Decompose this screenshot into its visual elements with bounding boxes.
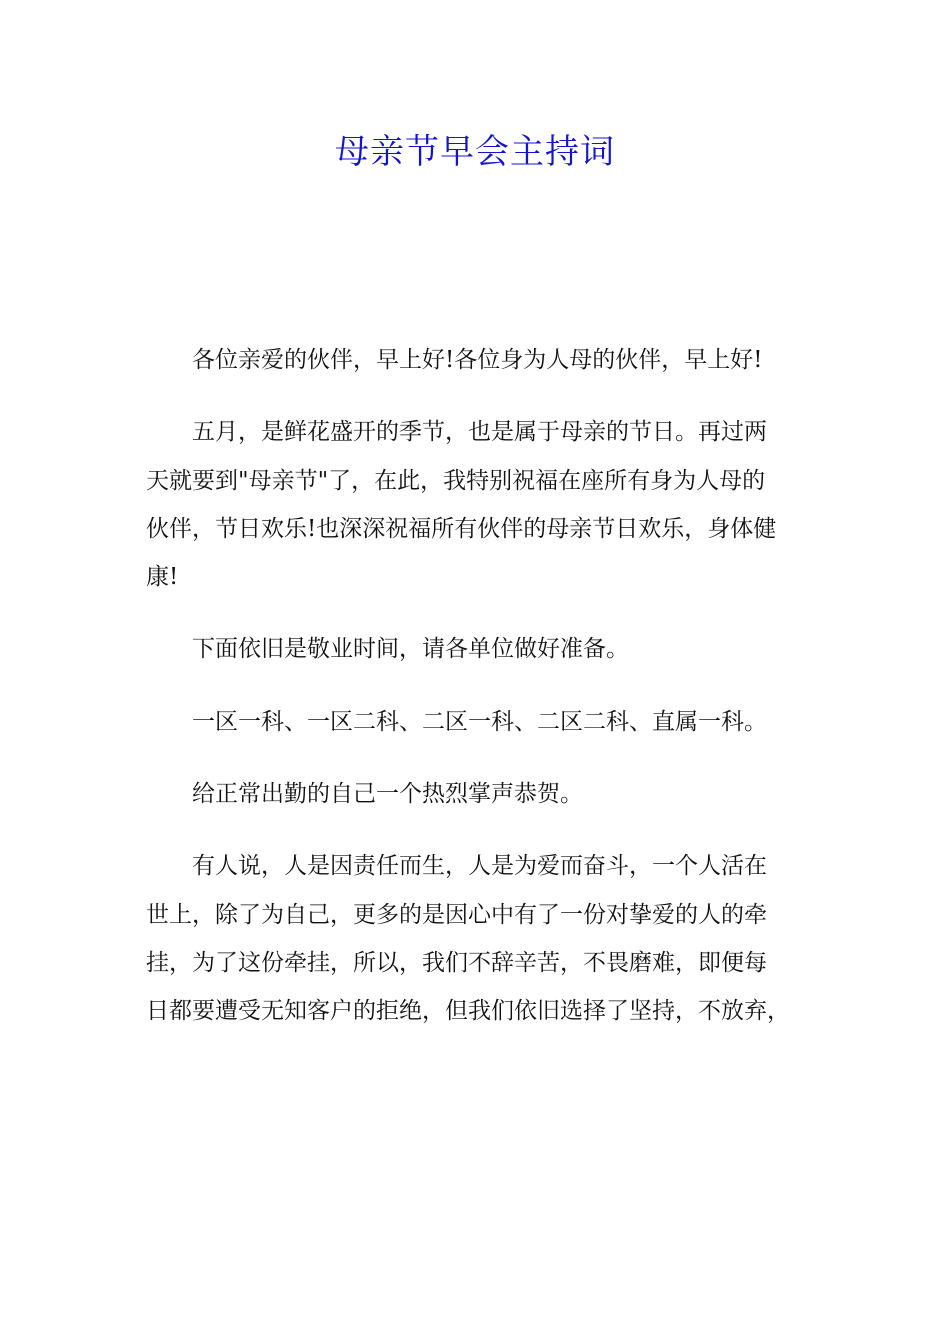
paragraph-line: 一区一科、一区二科、二区一科、二区二科、直属一科。 [192, 708, 767, 735]
paragraph-line: 各位亲爱的伙伴，早上好!各位身为人母的伙伴，早上好! [192, 347, 763, 373]
paragraph-line: 伙伴，节日欢乐!也深深祝福所有伙伴的母亲节日欢乐，身体健 [146, 515, 777, 542]
paragraph-line: 世上，除了为自己，更多的是因心中有了一份对挚爱的人的牵 [146, 901, 767, 928]
document-body [146, 336, 812, 1060]
paragraph-applause [146, 770, 812, 818]
paragraph-may [146, 408, 812, 601]
paragraph-line: 给正常出勤的自己一个热烈掌声恭贺。 [192, 781, 583, 808]
document-title: 母亲节早会主持词 [335, 132, 615, 172]
paragraph-greeting [146, 336, 812, 384]
paragraph-dedication [146, 625, 812, 673]
paragraph-line: 日都要遭受无知客户的拒绝，但我们依旧选择了坚持，不放弃， [146, 998, 790, 1025]
paragraph-line: 有人说，人是因责任而生，人是为爱而奋斗，一个人活在 [192, 853, 767, 880]
paragraph-line: 天就要到"母亲节"了，在此，我特别祝福在座所有身为人母的 [146, 467, 766, 494]
paragraph-line: 五月，是鲜花盛开的季节，也是属于母亲的节日。再过两 [192, 419, 767, 446]
paragraph-line: 挂，为了这份牵挂，所以，我们不辞辛苦，不畏磨难，即便每 [146, 949, 767, 976]
paragraph-units [146, 698, 812, 746]
paragraph-line: 康! [146, 564, 179, 591]
paragraph-line: 下面依旧是敬业时间，请各单位做好准备。 [192, 636, 629, 663]
paragraph-responsibility [146, 842, 812, 1035]
